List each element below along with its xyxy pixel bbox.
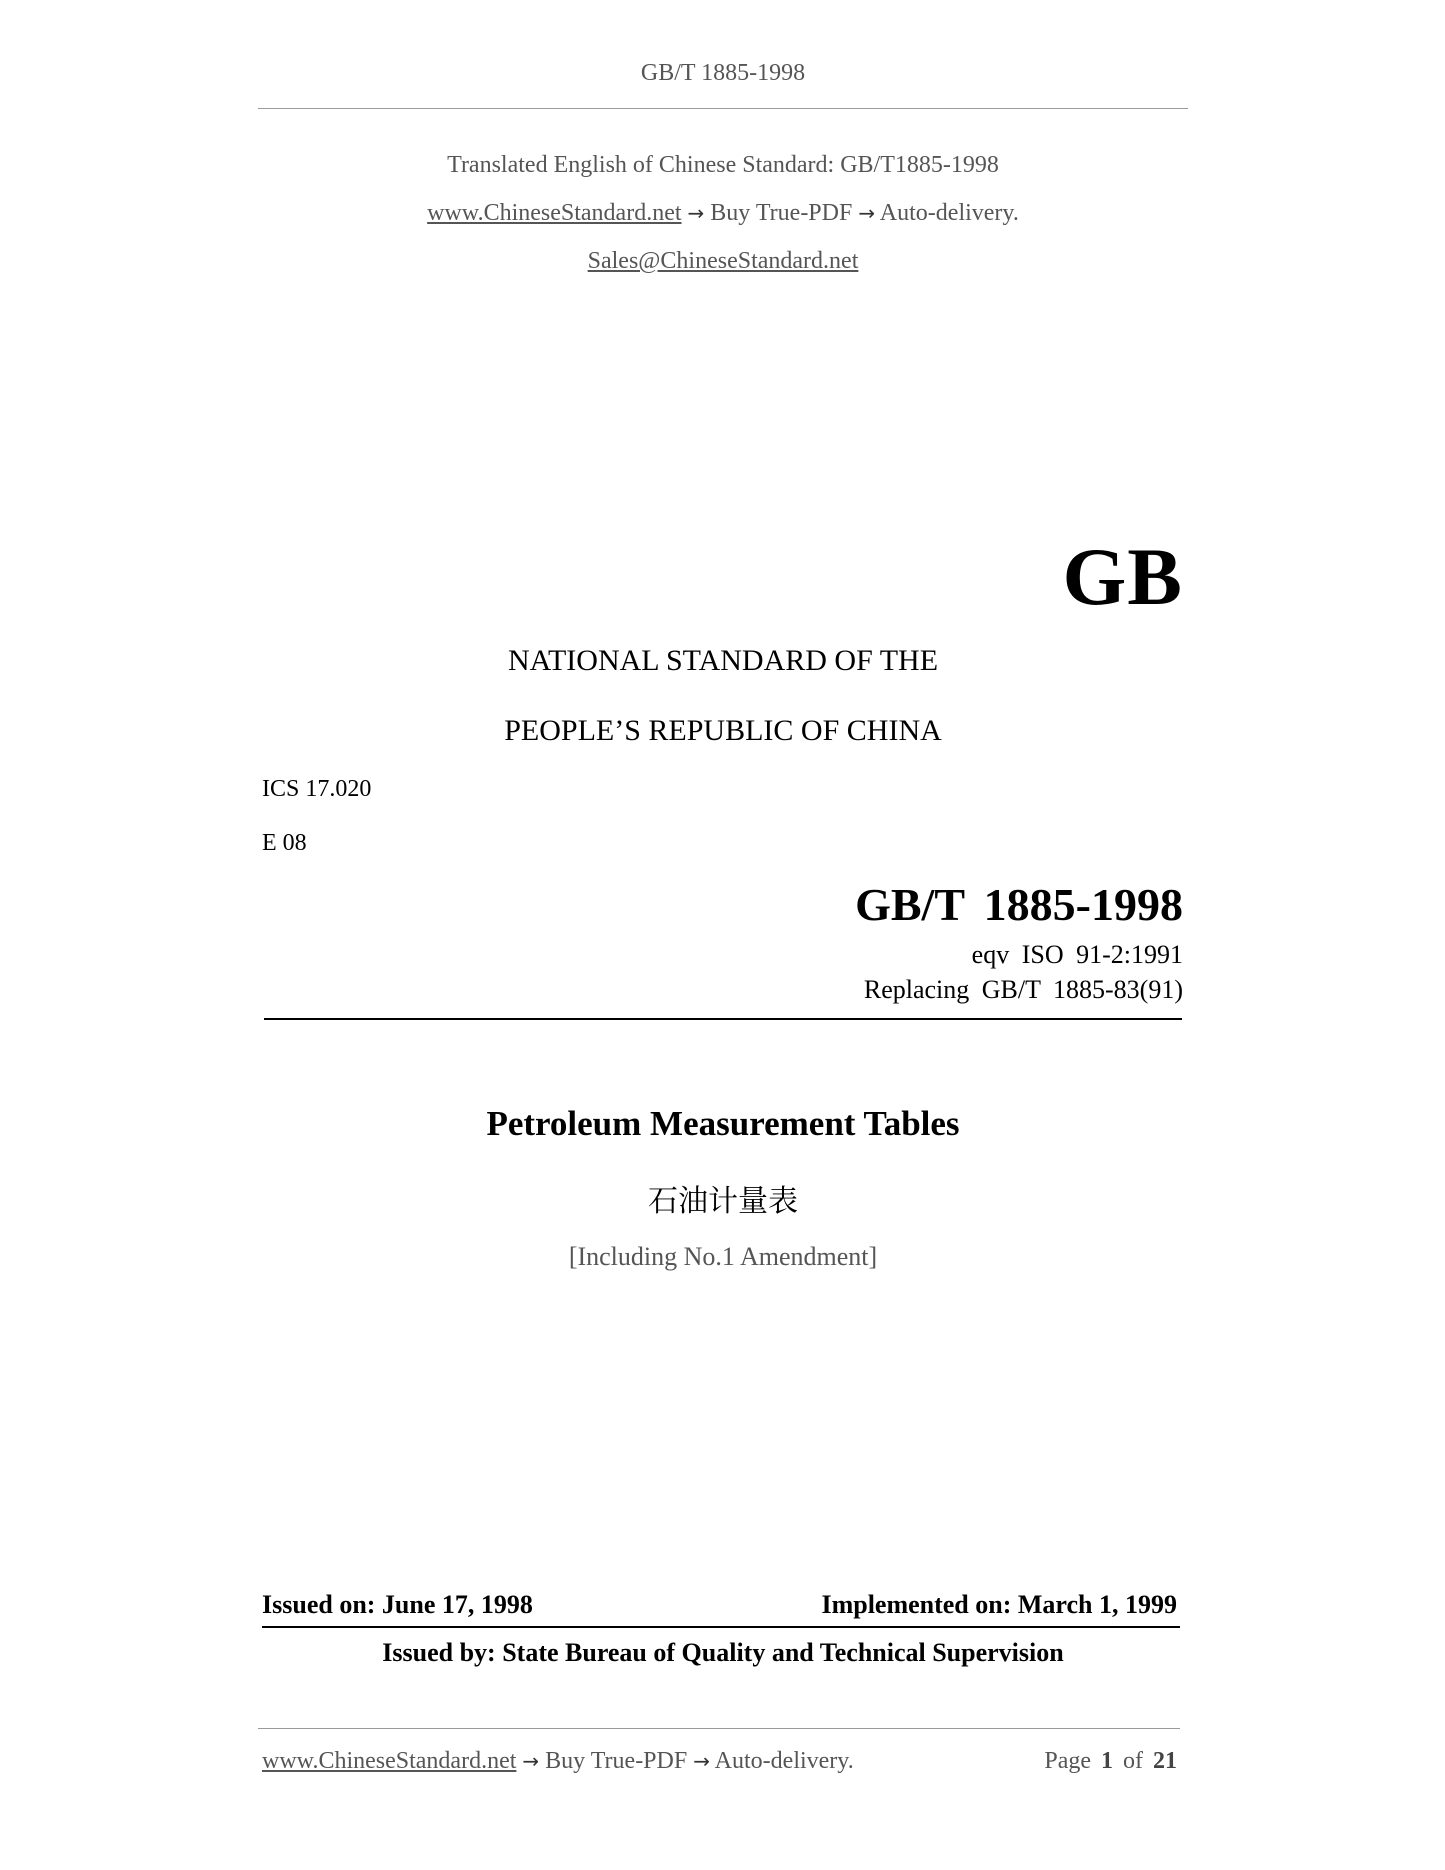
- standard-number: GB/T 1885-1998: [855, 879, 1183, 930]
- page-label: Page: [1044, 1748, 1091, 1774]
- arrow-right-icon: →: [687, 201, 705, 225]
- issued-on-date: Issued on: June 17, 1998: [262, 1590, 533, 1619]
- document-title-english: Petroleum Measurement Tables: [486, 1104, 960, 1143]
- category-code: E 08: [262, 830, 307, 856]
- cover-divider: [264, 1018, 1182, 1020]
- arrow-right-icon: →: [693, 1749, 710, 1773]
- header-divider: [258, 108, 1188, 109]
- footer-buy-text: Buy True-PDF: [545, 1748, 688, 1774]
- implemented-on-date: Implemented on: March 1, 1999: [821, 1590, 1177, 1619]
- site-link[interactable]: www.ChineseStandard.net: [427, 200, 682, 226]
- national-standard-line-2: PEOPLE’S REPUBLIC OF CHINA: [504, 714, 942, 747]
- footer-promo: [262, 1748, 854, 1775]
- page-current: 1: [1101, 1748, 1113, 1774]
- replacing-line: Replacing GB/T 1885-83(91): [863, 975, 1183, 1004]
- arrow-right-icon: →: [522, 1749, 540, 1773]
- page-total: 21: [1153, 1748, 1177, 1774]
- gb-logo: GB: [1062, 531, 1183, 622]
- translated-standard-line: Translated English of Chinese Standard: GB/T1885-1998: [447, 152, 999, 178]
- issued-divider: [262, 1626, 1180, 1628]
- document-title-chinese: 石油计量表: [648, 1184, 798, 1219]
- arrow-right-icon: →: [858, 201, 876, 225]
- running-header-title: GB/T 1885-1998: [640, 60, 806, 86]
- page-indicator: [1044, 1748, 1177, 1775]
- page-of: of: [1123, 1748, 1143, 1774]
- issuing-authority: Issued by: State Bureau of Quality and Technical Supervision: [382, 1638, 1064, 1667]
- email-line: [258, 248, 1188, 275]
- ics-code: ICS 17.020: [262, 776, 372, 802]
- auto-delivery-text: Auto-delivery.: [879, 200, 1019, 226]
- sales-email-link[interactable]: Sales@ChineseStandard.net: [587, 248, 859, 274]
- equivalence-line: eqv ISO 91-2:1991: [971, 940, 1183, 969]
- footer-divider: [258, 1728, 1180, 1729]
- buy-true-pdf-text: Buy True-PDF: [710, 200, 853, 226]
- footer-delivery-text: Auto-delivery.: [714, 1748, 854, 1774]
- footer-site-link[interactable]: www.ChineseStandard.net: [262, 1748, 517, 1774]
- amendment-note: [Including No.1 Amendment]: [568, 1242, 878, 1271]
- national-standard-line-1: NATIONAL STANDARD OF THE: [507, 644, 939, 677]
- promo-links-line: [258, 200, 1188, 227]
